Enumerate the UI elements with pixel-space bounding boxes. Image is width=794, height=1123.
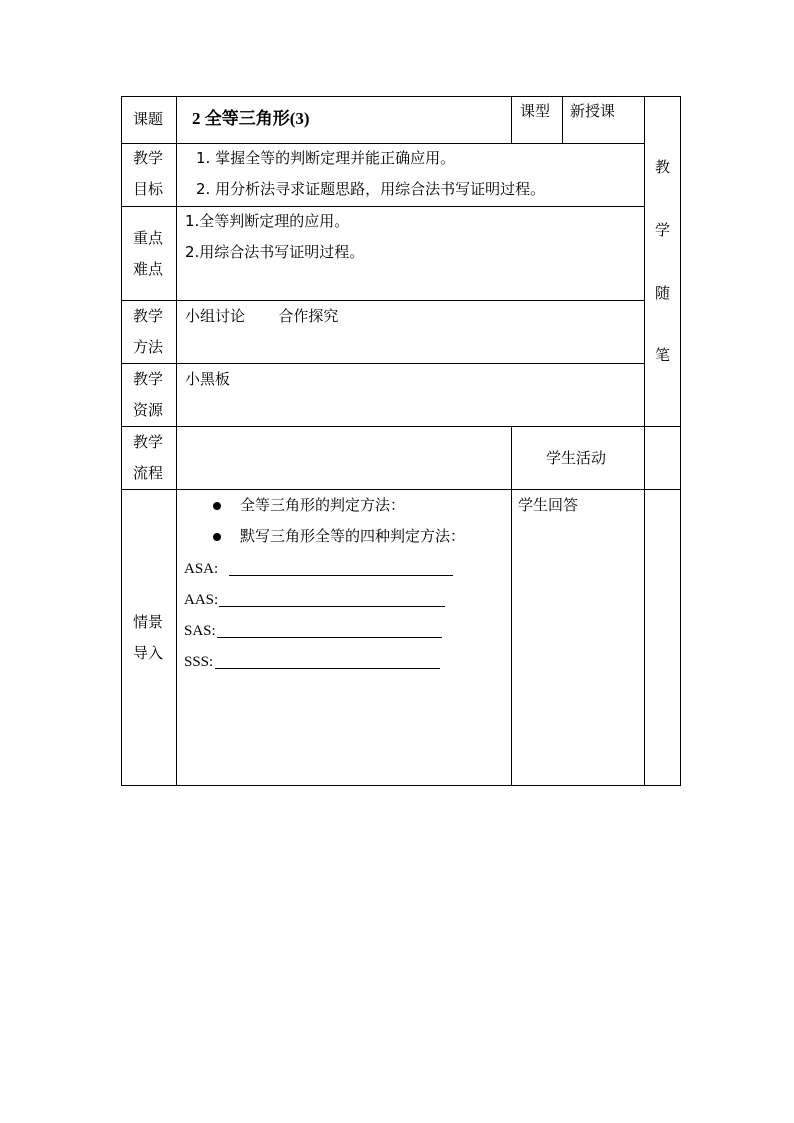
table-border-left [121,96,122,786]
student-activity-content: 学生回答 [518,496,579,514]
methods-label: 教学 [133,307,164,325]
criterion-label: SAS: [184,623,216,639]
table-divider [176,96,177,786]
student-activity-header: 学生活动 [546,449,607,467]
side-note-char: 教 [655,158,671,176]
bullet-icon [213,533,221,541]
table-divider [121,143,645,144]
resources-label: 资源 [133,401,164,419]
criterion-label: SSS: [184,654,214,670]
table-divider [562,96,563,144]
table-divider [121,426,681,427]
side-note-char: 随 [655,284,671,302]
table-divider [121,206,645,207]
resources-label: 教学 [133,370,164,388]
intro-label: 导入 [133,644,164,662]
goals-label: 教学 [133,149,164,167]
table-border-top [121,96,681,97]
intro-bullet: 默写三角形全等的四种判定方法： [240,527,466,545]
intro-label: 情景 [133,613,164,631]
criterion-label: ASA: [184,561,219,577]
table-divider [121,489,681,490]
fill-in-blank-line [229,575,453,576]
resources-content: 小黑板 [185,370,231,388]
topic-title: 2 全等三角形(3) [192,109,310,128]
table-divider [644,96,645,786]
table-border-right [680,96,681,786]
fill-in-blank-line [219,606,445,607]
table-divider [121,300,645,301]
criterion-label: AAS: [184,592,219,608]
intro-bullet: 全等三角形的判定方法： [240,496,406,514]
table-border-bottom [121,785,681,786]
key-point-item: 2.用综合法书写证明过程。 [185,243,365,261]
lesson-type-value: 新授课 [570,102,616,120]
bullet-icon [213,502,221,510]
fill-in-blank-line [217,637,442,638]
fill-in-blank-line [215,668,440,669]
side-note-char: 笔 [655,346,671,364]
methods-label: 方法 [133,338,164,356]
goals-label: 目标 [133,180,164,198]
side-note-char: 学 [655,221,671,239]
key-points-label: 难点 [133,260,164,278]
methods-content: 小组讨论 合作探究 [185,307,339,325]
key-point-item: 1.全等判断定理的应用。 [185,212,350,230]
table-divider [121,363,645,364]
table-divider [511,426,512,786]
goal-item: 1. 掌握全等的判断定理并能正确应用。 [196,149,456,167]
flow-label: 教学 [133,433,164,451]
lesson-type-label: 课型 [520,102,551,120]
goal-item: 2. 用分析法寻求证题思路，用综合法书写证明过程。 [196,180,546,198]
key-points-label: 重点 [133,229,164,247]
flow-label: 流程 [133,464,164,482]
table-divider [511,96,512,144]
topic-label: 课题 [133,110,164,128]
